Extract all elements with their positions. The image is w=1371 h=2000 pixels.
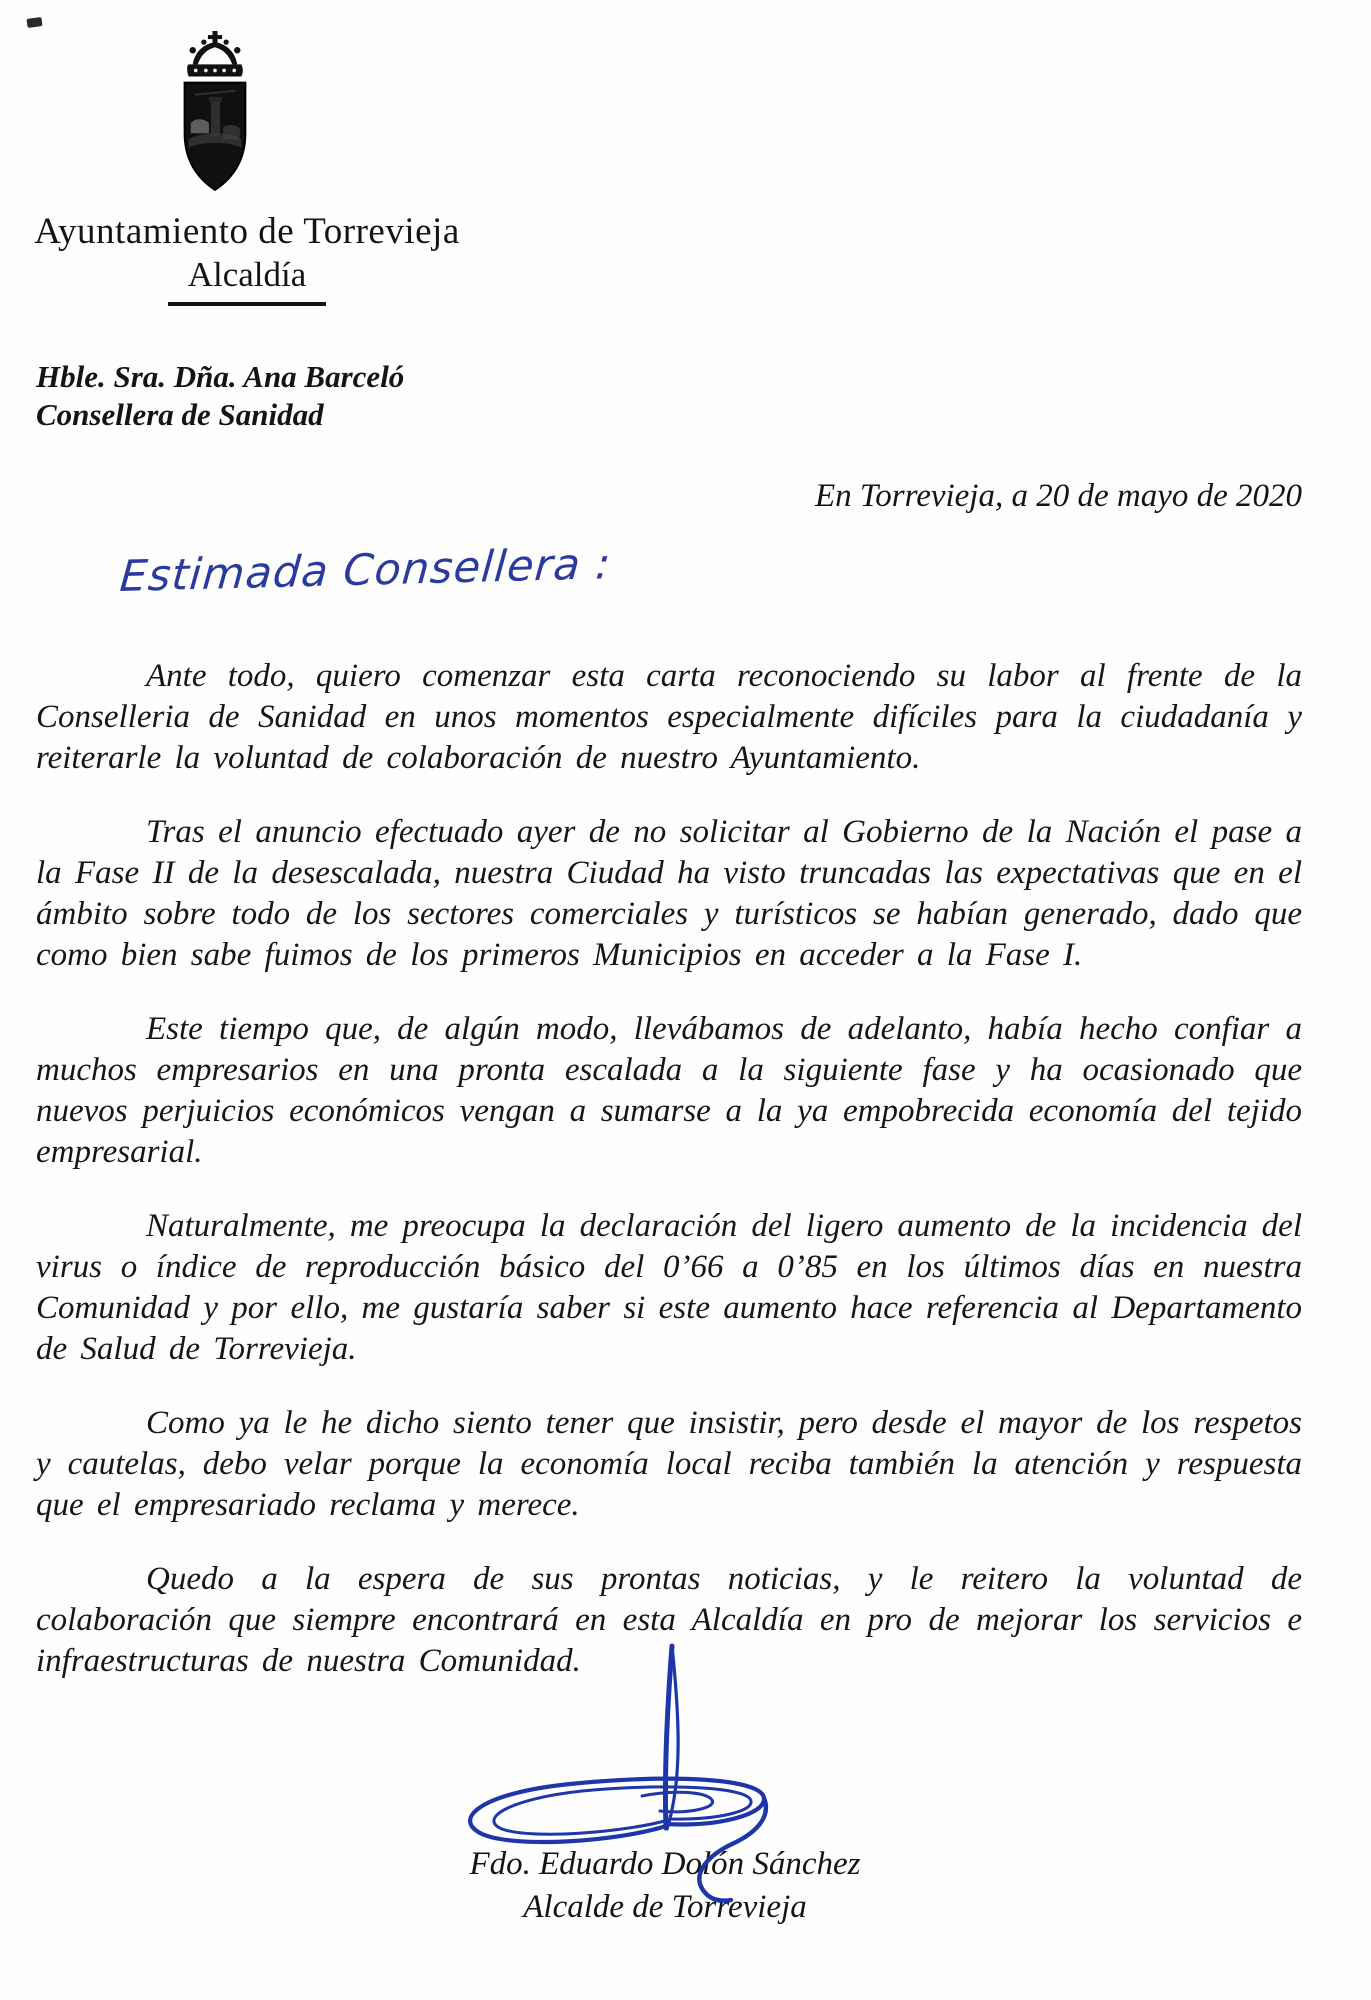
signer-name: Fdo. Eduardo Dolón Sánchez <box>469 1846 861 1882</box>
scan-artifact <box>26 17 42 28</box>
recipient-title: Consellera de Sanidad <box>36 397 324 432</box>
letter-paragraph: Este tiempo que, de algún modo, llevábamos de adelanto, había hecho confiar a muchos empresarios en una pronta escalada a la siguiente fase y ha ocasionado que nuevos perjuicios económicos vengan a sumarse a la ya empobrecida economía del tejido empresarial. <box>36 1011 1302 1170</box>
letter-paragraph: Quedo a la espera de sus prontas noticias, y le reitero la voluntad de colaboración que siempre encontrará en esta Alcaldía en pro de mejorar los servicios e infraestructuras de nuestra Comunidad. <box>36 1561 1302 1679</box>
handwritten-greeting: Estimada Consellera : <box>118 539 614 602</box>
recipient-block <box>36 358 404 434</box>
letterhead <box>26 212 468 306</box>
dateline: En Torrevieja, a 20 de mayo de 2020 <box>815 478 1302 514</box>
letter-body <box>36 656 1302 1715</box>
department-name: Alcaldía <box>26 255 468 306</box>
signer-title: Alcalde de Torrevieja <box>523 1889 807 1925</box>
letter-paragraph: Tras el anuncio efectuado ayer de no solicitar al Gobierno de la Nación el pase a la Fase II de la desescalada, nuestra Ciudad ha visto truncadas las expectativas que en el ámbito sobre todo de los sectores comerciales y turísticos se habían generado, dado que como bien sabe fuimos de los primeros Municipios en acceder a la Fase I. <box>36 814 1302 973</box>
letter-paragraph: Ante todo, quiero comenzar esta carta reconociendo su labor al frente de la Conselleria de Sanidad en unos momentos especialmente difíciles para la ciudadanía y reiterarle la voluntad de colaboración de nuestro Ayuntamiento. <box>36 658 1302 776</box>
recipient-name: Hble. Sra. Dña. Ana Barceló <box>36 359 405 394</box>
coat-of-arms-icon <box>164 30 266 198</box>
letter-paragraph: Como ya le he dicho siento tener que insistir, pero desde el mayor de los respetos y cautelas, debo velar porque la economía local reciba también la atención y respuesta que el empresariado reclama y merece. <box>36 1405 1302 1523</box>
organization-name: Ayuntamiento de Torrevieja <box>34 211 460 252</box>
letter-paragraph: Naturalmente, me preocupa la declaración del ligero aumento de la incidencia del virus o índice de reproducción básico del 0’66 a 0’85 en los últimos días en nuestra Comunidad y por ello, me gustaría saber si este aumento hace referencia al Departamento de Salud de Torrevieja. <box>36 1208 1302 1367</box>
handwritten-signature <box>420 1628 800 1913</box>
